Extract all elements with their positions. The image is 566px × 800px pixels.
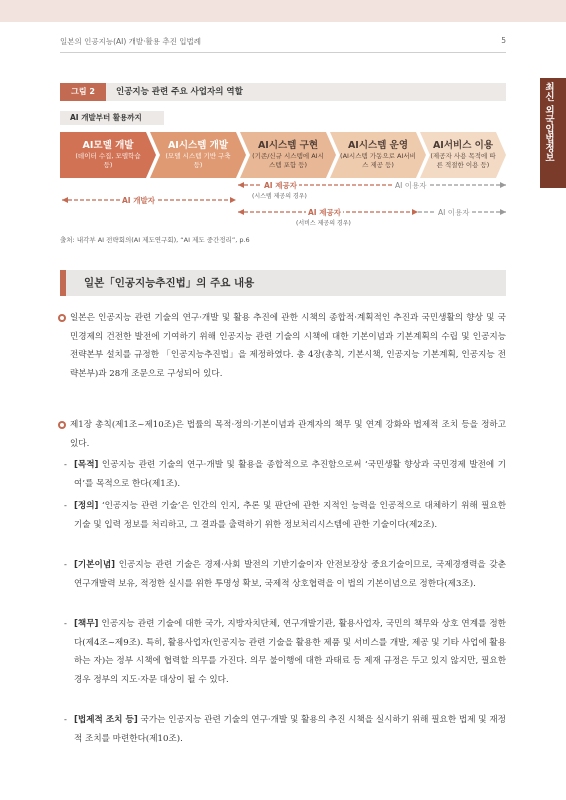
paragraph-text: 일본은 인공지능 관련 기술의 연구·개발 및 활용 추진에 관한 시책의 종합적·계획적인 추진과 국민생활의 향상 및 국민경제의 건전한 발전에 기여하기 위해 인공지능 관련 기술의 시책에 대한 기본이념과 기본계획의 수립 및 인공지능 전략본부 설치를 규정한 「인공지능추진법」을 제정하였다. 총 4장(총칙, 기본시책, 인공지능 기본계획, 인공지능 전략본부)과 28개 조문으로 구성되어 있다. (70, 313, 506, 379)
side-tab-part2: 외국입법정보 (543, 105, 554, 162)
bullet-icon (58, 421, 66, 429)
bullet-icon (58, 314, 66, 322)
ai-provider-note-2: (서비스 제공의 경우) (296, 220, 351, 227)
top-band (0, 0, 566, 22)
ai-user-label-1: AI 이용자 (395, 181, 427, 190)
item-text: 인공지능 관련 기술에 대한 국가, 지방자치단체, 연구개발기관, 활용사업자, 국민의 책무와 상호 연계를 정한다(제4조~제9조). 특히, 활용사업자(인공지능 관련 기술을 활용한 제품 및 서비스를 개발, 제공 및 기타 사업에 활용하는 자)는 정부 시책에 협력할 의무를 가진다. 의무 불이행에 대한 과태료 등 제재 규정은 두고 있지 않지만, 필요한 경우 정부의 지도·자문 대상이 될 수 있다. (74, 619, 506, 685)
side-tab-part1: 최신 (543, 82, 554, 101)
stage-sub: (모델 시스템 기반 구축 등) (165, 152, 231, 169)
stage-title: AI시스템 구현 (257, 140, 319, 151)
list-item: - [목적] 인공지능 관련 기술의 연구·개발 및 활용을 종합적으로 추진함으로써 ‘국민생활 향상과 국민경제 발전에 기여’를 목적으로 한다(제1조). (64, 460, 506, 489)
stage-title: AI시스템 운영 (347, 140, 409, 151)
item-text: 국가는 인공지능 관련 기술의 연구·개발 및 활용의 추진 시책을 실시하기 위해 필요한 법제 및 재정적 조치를 마련한다(제10조). (74, 715, 506, 744)
item-text: 인공지능 관련 기술의 연구·개발 및 활용을 종합적으로 추진함으로써 ‘국민생활 향상과 국민경제 발전에 기여’를 목적으로 한다(제1조). (74, 460, 506, 489)
ai-developer-label: AI 개발자 (122, 196, 155, 205)
stage-sub: (AI시스템 가동으로 AI서비스 제공 등) (340, 152, 416, 169)
ai-provider-label-2: AI 제공자 (308, 208, 341, 217)
section-accent-bar (60, 270, 66, 296)
stage-title: AI시스템 개발 (167, 140, 229, 151)
ai-provider-note-1: (시스템 제공의 경우) (252, 193, 307, 200)
running-header: 일본의 인공지능(AI) 개발·활용 추진 입법례 (60, 37, 202, 46)
stage-system-operation (330, 132, 426, 178)
figure-header (60, 83, 506, 101)
list-item: - [법제적 조치 등] 국가는 인공지능 관련 기술의 연구·개발 및 활용의 추진 시책을 실시하기 위해 필요한 법제 및 재정적 조치를 마련한다(제10조). (64, 715, 506, 744)
figure-title: 인공지능 관련 주요 사업자의 역할 (116, 87, 243, 97)
side-tab (540, 78, 566, 188)
list-item: - [책무] 인공지능 관련 기술에 대한 국가, 지방자치단체, 연구개발기관, 활용사업자, 국민의 책무와 상호 연계를 정한다(제4조~제9조). 특히, 활용사업자(인공지능 관련 기술을 활용한 제품 및 서비스를 개발, 제공 및 기타 사업에 활용하는 자)는 정부 시책에 협력할 의무를 가진다. 의무 불이행에 대한 과태료 등 제재 규정은 두고 있지 않지만, 필요한 경우 정부의 지도·자문 대상이 될 수 있다. (64, 619, 506, 685)
item-label: [책무] (74, 619, 99, 629)
ai-user-label-2: AI 이용자 (438, 208, 470, 217)
header-divider (60, 52, 506, 53)
stage-service-use (420, 132, 506, 178)
flow-label: AI 개발부터 활용까지 (60, 111, 164, 125)
stage-system-implementation (240, 132, 336, 178)
item-label: [목적] (74, 460, 99, 470)
item-label: [정의] (74, 501, 99, 511)
paragraph (70, 309, 506, 383)
section-title: 일본「인공지능추진법」의 주요 내용 (84, 277, 255, 289)
stage-sub: (제공자 사용 목적에 따른 적절한 이용 등) (430, 152, 496, 169)
stage-sub: (기존/신규 시스템에 AI시스템 포함 등) (252, 152, 324, 169)
list-item: - [기본이념] 인공지능 관련 기술은 경제·사회 발전의 기반기술이자 안전보장상 중요기술이므로, 국제경쟁력을 갖춘 연구개발력 보유, 적정한 실시를 위한 투명성 확보, 국제적 상호협력을 이 법의 기본이념으로 정한다(제3조). (64, 560, 506, 589)
paragraph (70, 416, 506, 453)
ai-provider-label-1: AI 제공자 (264, 181, 297, 190)
stage-model-development (60, 132, 156, 178)
stage-title: AI모델 개발 (82, 140, 134, 151)
page-number: 5 (501, 36, 506, 45)
item-text: 인공지능 관련 기술은 경제·사회 발전의 기반기술이자 안전보장상 중요기술이므로, 국제경쟁력을 갖춘 연구개발력 보유, 적정한 실시를 위한 투명성 확보, 국제적 상호협력을 이 법의 기본이념으로 정한다(제3조). (74, 560, 506, 589)
section-header (60, 270, 506, 296)
stage-title: AI서비스 이용 (432, 140, 494, 151)
stage-sub: (데이터 수집, 모델학습 등) (75, 152, 141, 169)
list-item: - [정의] ‘인공지능 관련 기술’은 인간의 인지, 추론 및 판단에 관한 지적인 능력을 인공적으로 대체하기 위해 필요한 기술 및 입력 정보를 처리하고, 그 결과를 출력하기 위한 정보처리시스템에 관한 기술이다(제2조). (64, 501, 506, 530)
item-label: [법제적 조치 등] (74, 715, 138, 725)
figure-tag: 그림 2 (60, 83, 106, 101)
item-label: [기본이념] (74, 560, 116, 570)
paragraph-text: 제1장 총칙(제1조~제10조)은 법률의 목적·정의·기본이념과 관계자의 책무 및 연계 강화와 법제적 조치 등을 정하고 있다. (70, 420, 506, 449)
figure-source: 출처: 내각부 AI 전략회의(AI 제도연구회), “AI 제도 중간정리”, p.6 (60, 236, 250, 244)
item-text: ‘인공지능 관련 기술’은 인간의 인지, 추론 및 판단에 관한 지적인 능력을 인공적으로 대체하기 위해 필요한 기술 및 입력 정보를 처리하고, 그 결과를 출력하기 위한 정보처리시스템에 관한 기술이다(제2조). (74, 501, 506, 530)
stage-system-development (150, 132, 246, 178)
